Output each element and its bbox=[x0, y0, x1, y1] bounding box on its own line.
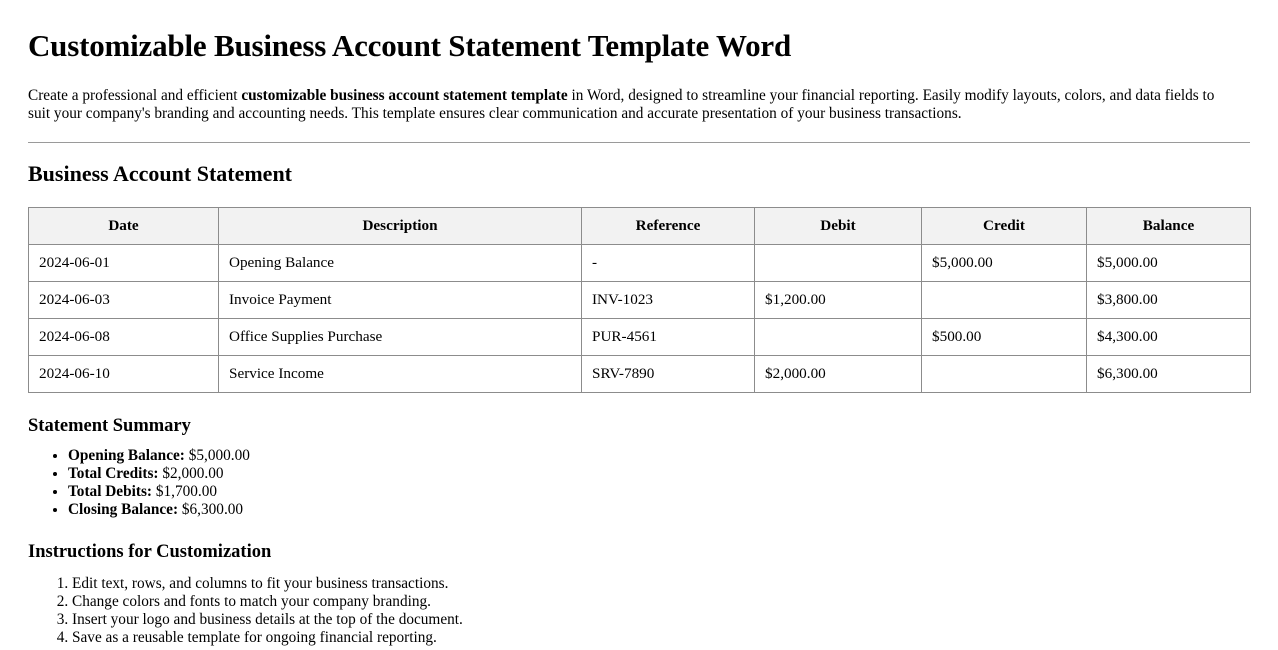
section-divider bbox=[28, 142, 1250, 143]
list-item: 4. Save as a reusable template for ongoing financial reporting. bbox=[72, 629, 1250, 647]
cell-credit: $5,000.00 bbox=[922, 244, 1087, 281]
summary-value: $2,000.00 bbox=[158, 465, 224, 483]
instructions-heading: Instructions for Customization bbox=[28, 542, 272, 563]
cell-balance: $4,300.00 bbox=[1087, 318, 1251, 355]
cell-debit bbox=[755, 244, 922, 281]
list-item: 2. Change colors and fonts to match your company branding. bbox=[72, 593, 1250, 611]
cell-description: Service Income bbox=[219, 355, 582, 392]
table-header-row bbox=[29, 207, 1251, 244]
page-title: Customizable Business Account Statement Template Word bbox=[28, 28, 792, 63]
column-header-reference: Reference bbox=[582, 207, 755, 244]
cell-balance: $3,800.00 bbox=[1087, 281, 1251, 318]
cell-date: 2024-06-10 bbox=[29, 355, 219, 392]
table-row bbox=[29, 244, 1251, 281]
summary-value: $6,300.00 bbox=[178, 501, 244, 519]
cell-credit bbox=[922, 355, 1087, 392]
column-header-credit: Credit bbox=[922, 207, 1087, 244]
table-row bbox=[29, 281, 1251, 318]
cell-description: Opening Balance bbox=[219, 244, 582, 281]
statement-table bbox=[28, 207, 1251, 393]
summary-label: Opening Balance: bbox=[68, 447, 185, 465]
summary-label: Total Credits: bbox=[68, 465, 159, 483]
cell-reference: PUR-4561 bbox=[582, 318, 755, 355]
list-item: 1. Edit text, rows, and columns to fit your business transactions. bbox=[72, 575, 1250, 593]
cell-date: 2024-06-01 bbox=[29, 244, 219, 281]
section-heading-business-account-statement: Business Account Statement bbox=[28, 160, 293, 186]
column-header-description: Description bbox=[219, 207, 582, 244]
summary-value: $1,700.00 bbox=[152, 483, 218, 501]
summary-value: $5,000.00 bbox=[184, 447, 250, 465]
cell-debit bbox=[755, 318, 922, 355]
list-item bbox=[68, 447, 1250, 465]
cell-description: Office Supplies Purchase bbox=[219, 318, 582, 355]
cell-debit: $2,000.00 bbox=[755, 355, 922, 392]
intro-bold-phrase: customizable business account statement template bbox=[241, 86, 568, 104]
table-row bbox=[29, 318, 1251, 355]
list-item bbox=[68, 465, 1250, 483]
cell-balance: $5,000.00 bbox=[1087, 244, 1251, 281]
list-item bbox=[68, 501, 1250, 519]
column-header-balance: Balance bbox=[1087, 207, 1251, 244]
cell-description: Invoice Payment bbox=[219, 281, 582, 318]
cell-reference: INV-1023 bbox=[582, 281, 755, 318]
list-item: 3. Insert your logo and business details at the top of the document. bbox=[72, 611, 1250, 629]
intro-text-part2: in Word, designed to streamline your financial reporting. Easily modify layouts, colors, and data fields to suit your company's branding and accounting needs. This template ensures clear communication and accurate presentation of your business transactions. bbox=[28, 86, 1215, 123]
instructions-list bbox=[28, 575, 1250, 647]
intro-text-part1: Create a professional and efficient bbox=[28, 86, 242, 104]
cell-balance: $6,300.00 bbox=[1087, 355, 1251, 392]
column-header-debit: Debit bbox=[755, 207, 922, 244]
summary-label: Total Debits: bbox=[68, 483, 152, 501]
summary-label: Closing Balance: bbox=[68, 501, 179, 519]
cell-reference: - bbox=[582, 244, 755, 281]
column-header-date: Date bbox=[29, 207, 219, 244]
cell-date: 2024-06-08 bbox=[29, 318, 219, 355]
cell-credit bbox=[922, 281, 1087, 318]
intro-paragraph bbox=[28, 87, 1221, 124]
statement-summary-list bbox=[28, 447, 1250, 519]
cell-credit: $500.00 bbox=[922, 318, 1087, 355]
cell-debit: $1,200.00 bbox=[755, 281, 922, 318]
cell-date: 2024-06-03 bbox=[29, 281, 219, 318]
cell-reference: SRV-7890 bbox=[582, 355, 755, 392]
table-row bbox=[29, 355, 1251, 392]
list-item bbox=[68, 483, 1250, 501]
statement-summary-heading: Statement Summary bbox=[28, 415, 191, 436]
